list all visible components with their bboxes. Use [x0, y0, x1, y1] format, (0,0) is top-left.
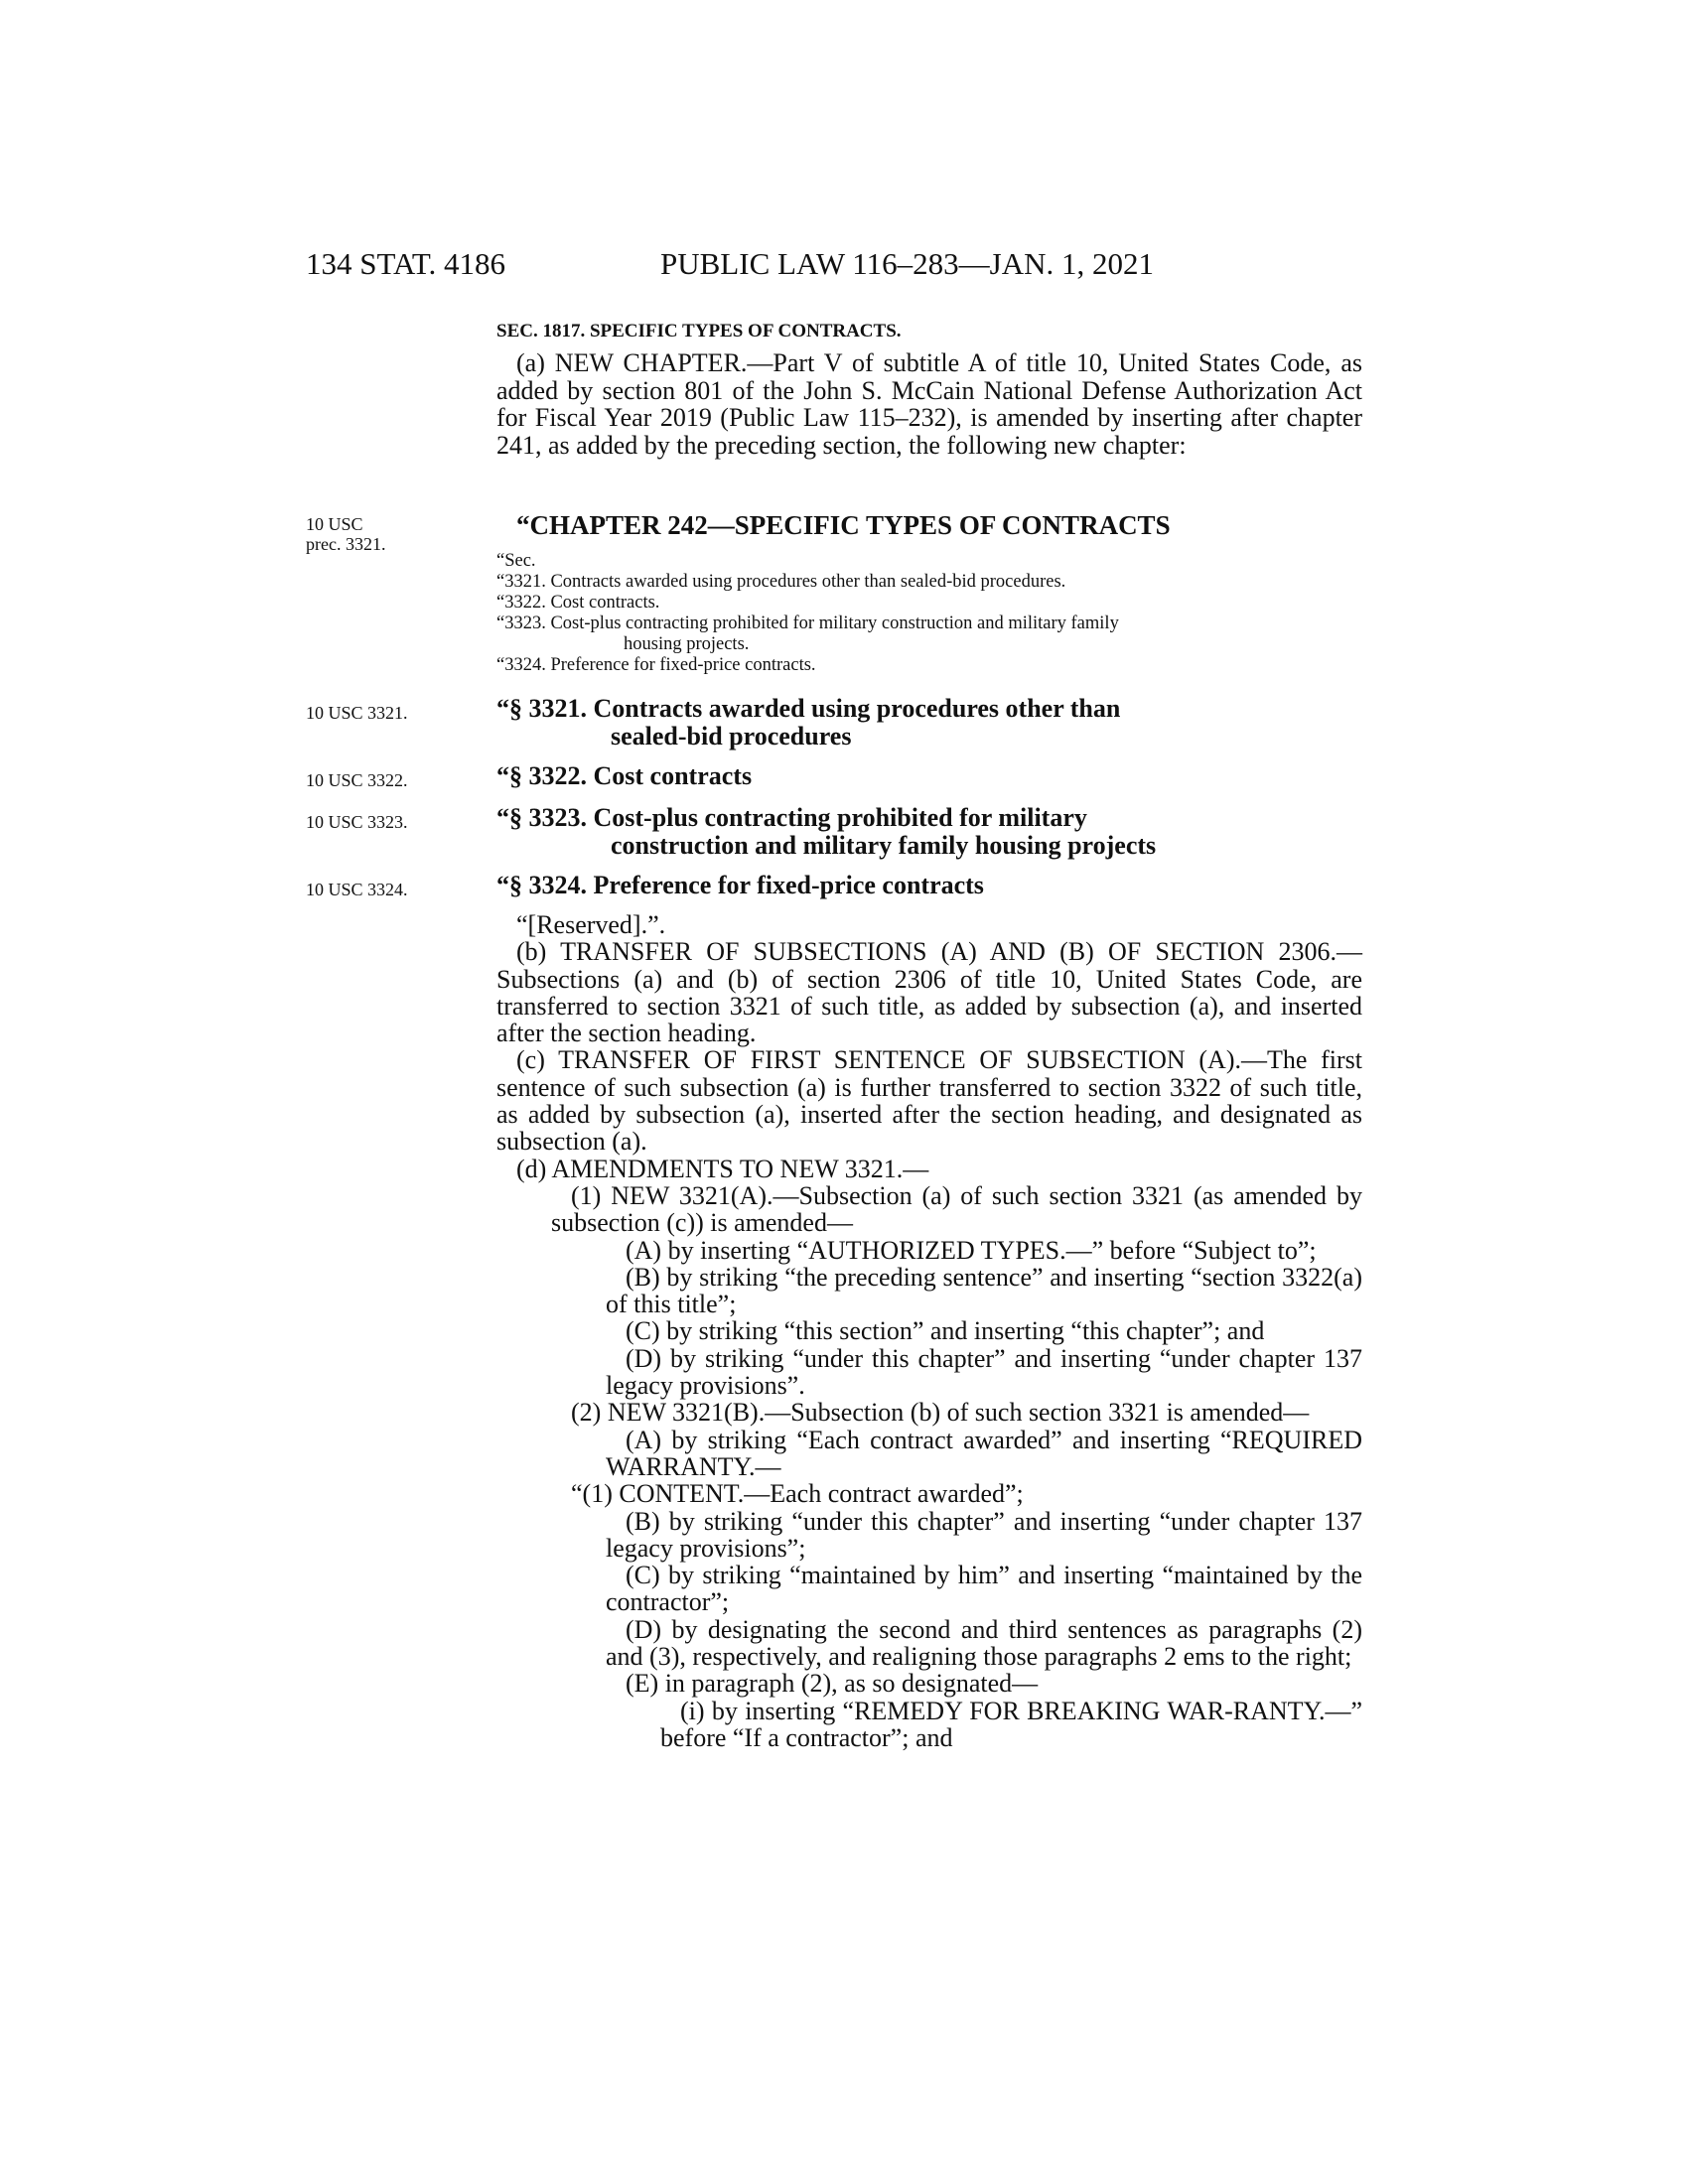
margin-note-chapter [306, 514, 385, 554]
subparagraph-d2E: (E) in paragraph (2), as so designated— [626, 1669, 1039, 1699]
subsection-d: (d) AMENDMENTS TO NEW 3321.— [516, 1154, 929, 1183]
margin-note-3321: 10 USC 3321. [306, 703, 408, 723]
paragraph-d2: (2) NEW 3321(B).—Subsection (b) of such section 3321 is amended— [571, 1398, 1310, 1428]
section-title: SEC. 1817. SPECIFIC TYPES OF CONTRACTS. [496, 321, 902, 341]
section-heading-line: “§ 3324. Preference for fixed-price contracts [496, 871, 984, 899]
section-heading-line: “§ 3323. Cost-plus contracting prohibited for military [496, 803, 1087, 832]
section-heading-3321 [496, 695, 1362, 751]
stat-page-number: 134 STAT. 4186 [306, 246, 506, 281]
margin-note-line: prec. 3321. [306, 534, 386, 554]
subparagraph-d2C: (C) by striking “maintained by him” and inserting “maintained by the contractor”; [606, 1561, 1362, 1617]
section-heading-line: “§ 3322. Cost contracts [496, 761, 753, 790]
subparagraph-d2B: (B) by striking “under this chapter” and inserting “under chapter 137 legacy provisions”; [606, 1506, 1362, 1563]
paragraph-a: (a) NEW CHAPTER.—Part V of subtitle A of title 10, United States Code, as added by section 801 of the John S. McCain National Defense Authorization Act for Fiscal Year 2019 (Public Law 115–232), is amended by inserting after chapter 241, as added by the preceding section, the following new chapter: [496, 348, 1362, 460]
chapter-title: “CHAPTER 242—SPECIFIC TYPES OF CONTRACTS [516, 510, 1171, 540]
margin-note-3324: 10 USC 3324. [306, 880, 408, 899]
section-heading-line: “§ 3321. Contracts awarded using procedures other than [496, 694, 1121, 723]
section-heading-line: construction and military family housing projects [611, 831, 1157, 860]
toc-item: “3323. Cost-plus contracting prohibited for military construction and military family [496, 614, 1119, 633]
toc-heading: “Sec. [496, 551, 536, 571]
section-heading-line: sealed-bid procedures [611, 722, 852, 751]
toc-item-continuation: housing projects. [624, 634, 750, 654]
subparagraph-d1B: (B) by striking “the preceding sentence” and inserting “section 3322(a) of this title”; [606, 1262, 1362, 1319]
subparagraph-d2D: (D) by designating the second and third sentences as paragraphs (2) and (3), respectively, and realigning those paragraphs 2 ems to the right; [606, 1614, 1362, 1672]
toc-item: “3322. Cost contracts. [496, 593, 660, 613]
paragraph-d1: (1) NEW 3321(A).—Subsection (a) of such section 3321 (as amended by subsection (c)) is amended— [551, 1180, 1362, 1238]
toc-item: “3324. Preference for fixed-price contracts. [496, 655, 816, 675]
subparagraph-d1A: (A) by inserting “AUTHORIZED TYPES.—” before “Subject to”; [626, 1235, 1317, 1265]
margin-note-line: 10 USC [306, 514, 363, 534]
toc-item: “3321. Contracts awarded using procedures other than sealed-bid procedures. [496, 572, 1066, 592]
reserved-text: “[Reserved].”. [516, 910, 666, 939]
section-heading-3323 [496, 804, 1362, 860]
clause-d2Ei: (i) by inserting “REMEDY FOR BREAKING WAR-RANTY.—” before “If a contractor”; and [660, 1696, 1362, 1752]
subsection-c: (c) TRANSFER OF FIRST SENTENCE OF SUBSECTION (A).—The first sentence of such subsection (a) is further transferred to section 3322 of such title, as added by subsection (a), inserted after the section heading, and designated as subsection (a). [496, 1045, 1362, 1157]
subparagraph-d2A: (A) by striking “Each contract awarded” and inserting “REQUIRED WARRANTY.— [606, 1425, 1362, 1481]
subparagraph-d1C: (C) by striking “this section” and inserting “this chapter”; and [626, 1316, 1265, 1346]
margin-note-3322: 10 USC 3322. [306, 770, 408, 790]
amendments-body [496, 911, 1362, 1751]
subsection-b: (b) TRANSFER OF SUBSECTIONS (A) AND (B) OF SECTION 2306.—Subsections (a) and (b) of section 2306 of title 10, United States Code, are transferred to section 3321 of such title, as added by subsection (a), and inserted after the section heading. [496, 937, 1362, 1048]
quoted-content: “(1) CONTENT.—Each contract awarded”; [571, 1479, 1024, 1509]
public-law-header: PUBLIC LAW 116–283—JAN. 1, 2021 [660, 246, 1154, 281]
section-heading-3324 [496, 872, 1362, 899]
subparagraph-d1D: (D) by striking “under this chapter” and inserting “under chapter 137 legacy provisions”. [606, 1343, 1362, 1401]
chapter-table-of-sections [496, 551, 1362, 676]
section-heading-3322 [496, 762, 1362, 790]
margin-note-3323: 10 USC 3323. [306, 812, 408, 832]
